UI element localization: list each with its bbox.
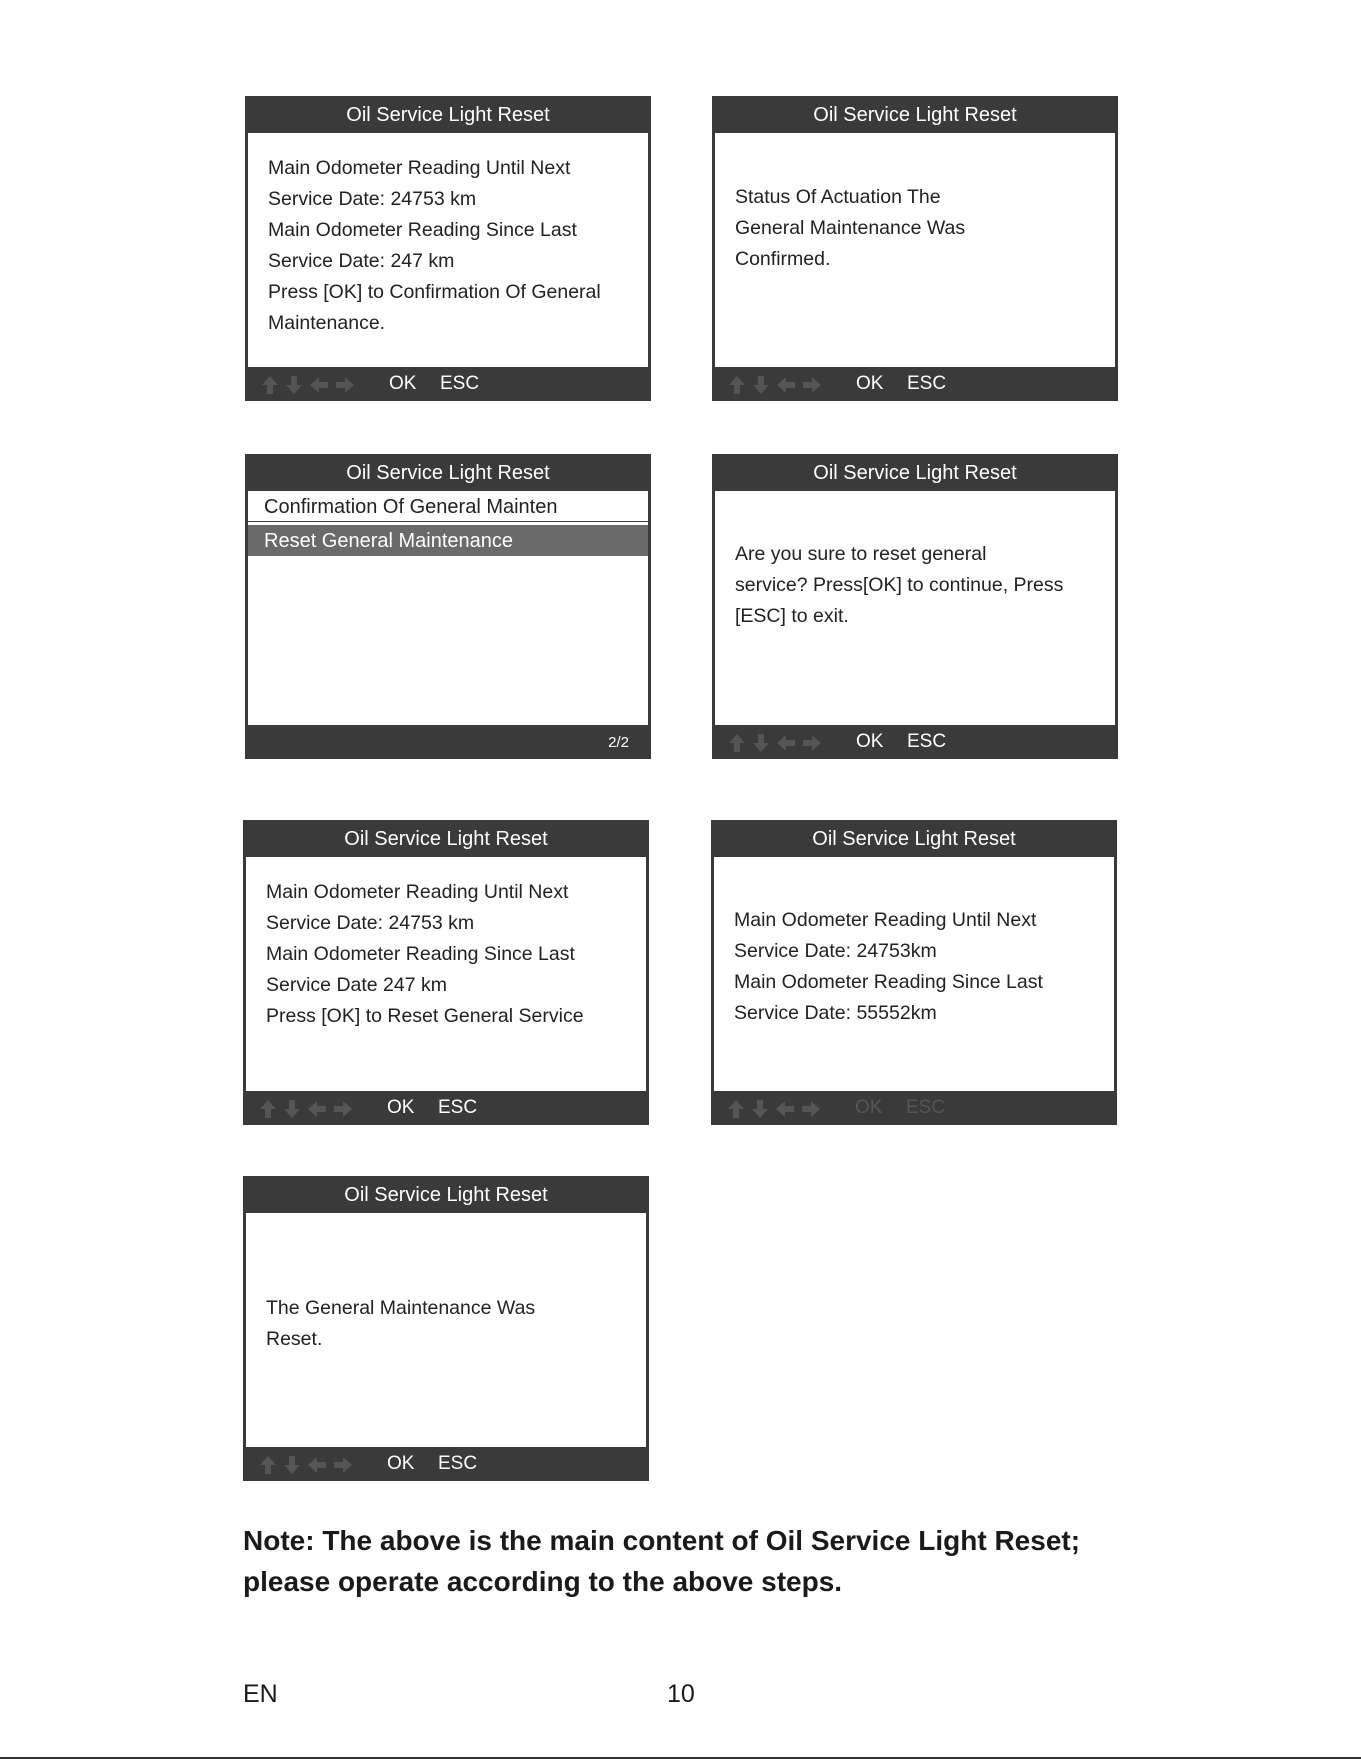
message-line: [ESC] to exit. [735,605,849,627]
button-bar [245,725,651,759]
message-line: Service Date: 24753 km [266,912,475,934]
esc-button[interactable]: ESC [440,373,480,394]
message-line: Main Odometer Reading Until Next [266,881,569,903]
message-line: Main Odometer Reading Since Last [734,971,1043,993]
screen-title: Oil Service Light Reset [346,104,550,126]
button-bar [245,367,651,401]
message-line: Main Odometer Reading Since Last [268,219,577,241]
note-text: Note: The above is the main content of Oil Service Light Reset; please operate according to the above steps. [243,1525,1081,1597]
arrow-keys-icon [727,1099,827,1119]
arrow-keys-icon [728,733,828,753]
screen-confirm-prompt [245,96,651,401]
screen-body [714,857,1114,1091]
message-line: Are you sure to reset general [735,543,987,565]
ok-button-disabled: OK [855,1097,883,1118]
esc-button[interactable]: ESC [907,373,947,394]
message-line: Press [OK] to Confirmation Of General [268,281,601,303]
message-line: The General Maintenance Was [266,1297,536,1319]
message-line: Reset. [266,1328,323,1350]
esc-button[interactable]: ESC [907,731,947,752]
esc-button[interactable]: ESC [438,1453,478,1474]
screen-body [715,133,1115,367]
message-line: Main Odometer Reading Until Next [734,909,1037,931]
ok-button[interactable]: OK [856,731,884,752]
menu-item-reset[interactable]: Reset General Maintenance [248,525,648,556]
message-text [735,539,1105,632]
ok-button[interactable]: OK [387,1453,415,1474]
message-line: Confirmed. [735,248,831,270]
message-text [268,153,638,339]
message-line: Main Odometer Reading Since Last [266,943,575,965]
screen-title: Oil Service Light Reset [812,828,1016,850]
screen-title: Oil Service Light Reset [346,462,550,484]
page-number: 10 [667,1680,695,1708]
button-bar [712,367,1118,401]
language-label: EN [243,1680,278,1708]
screen-reset-question [712,454,1118,759]
bottom-rule [0,1757,1361,1759]
screen-body [715,491,1115,725]
message-line: Status Of Actuation The [735,186,941,208]
screen-body [246,1213,646,1447]
arrow-keys-icon [259,1099,359,1119]
button-bar [712,725,1118,759]
page-indicator: 2/2 [608,734,629,751]
arrow-keys-icon [259,1455,359,1475]
button-bar [243,1447,649,1481]
screen-title: Oil Service Light Reset [813,104,1017,126]
message-line: Press [OK] to Reset General Service [266,1005,584,1027]
button-bar [711,1091,1117,1125]
message-line: Service Date 247 km [266,974,447,996]
message-line: General Maintenance Was [735,217,966,239]
ok-button[interactable]: OK [387,1097,415,1118]
message-text [734,905,1104,1029]
screen-function-menu [245,454,651,759]
screen-title: Oil Service Light Reset [813,462,1017,484]
screen-title: Oil Service Light Reset [344,1184,548,1206]
message-line: Service Date: 24753km [734,940,937,962]
screen-reset-done [243,1176,649,1481]
screen-confirmed-status [712,96,1118,401]
screen-body [246,857,646,1091]
message-line: Main Odometer Reading Until Next [268,157,571,179]
screen-reset-prompt [243,820,649,1125]
message-line: Service Date: 247 km [268,250,455,272]
menu-list [248,491,648,725]
message-line: service? Press[OK] to continue, Press [735,574,1064,596]
arrow-keys-icon [261,375,361,395]
message-line: Service Date: 55552km [734,1002,937,1024]
ok-button[interactable]: OK [856,373,884,394]
ok-button[interactable]: OK [389,373,417,394]
screen-odometer-readings [711,820,1117,1125]
message-line: Service Date: 24753 km [268,188,477,210]
button-bar [243,1091,649,1125]
message-line: Maintenance. [268,312,386,334]
message-text [735,182,1105,275]
message-text [266,1293,636,1355]
esc-button-disabled: ESC [906,1097,946,1118]
arrow-keys-icon [728,375,828,395]
esc-button[interactable]: ESC [438,1097,478,1118]
screen-body [248,133,648,367]
menu-item-confirmation[interactable]: Confirmation Of General Mainten [248,491,648,522]
screen-title: Oil Service Light Reset [344,828,548,850]
message-text [266,877,636,1032]
